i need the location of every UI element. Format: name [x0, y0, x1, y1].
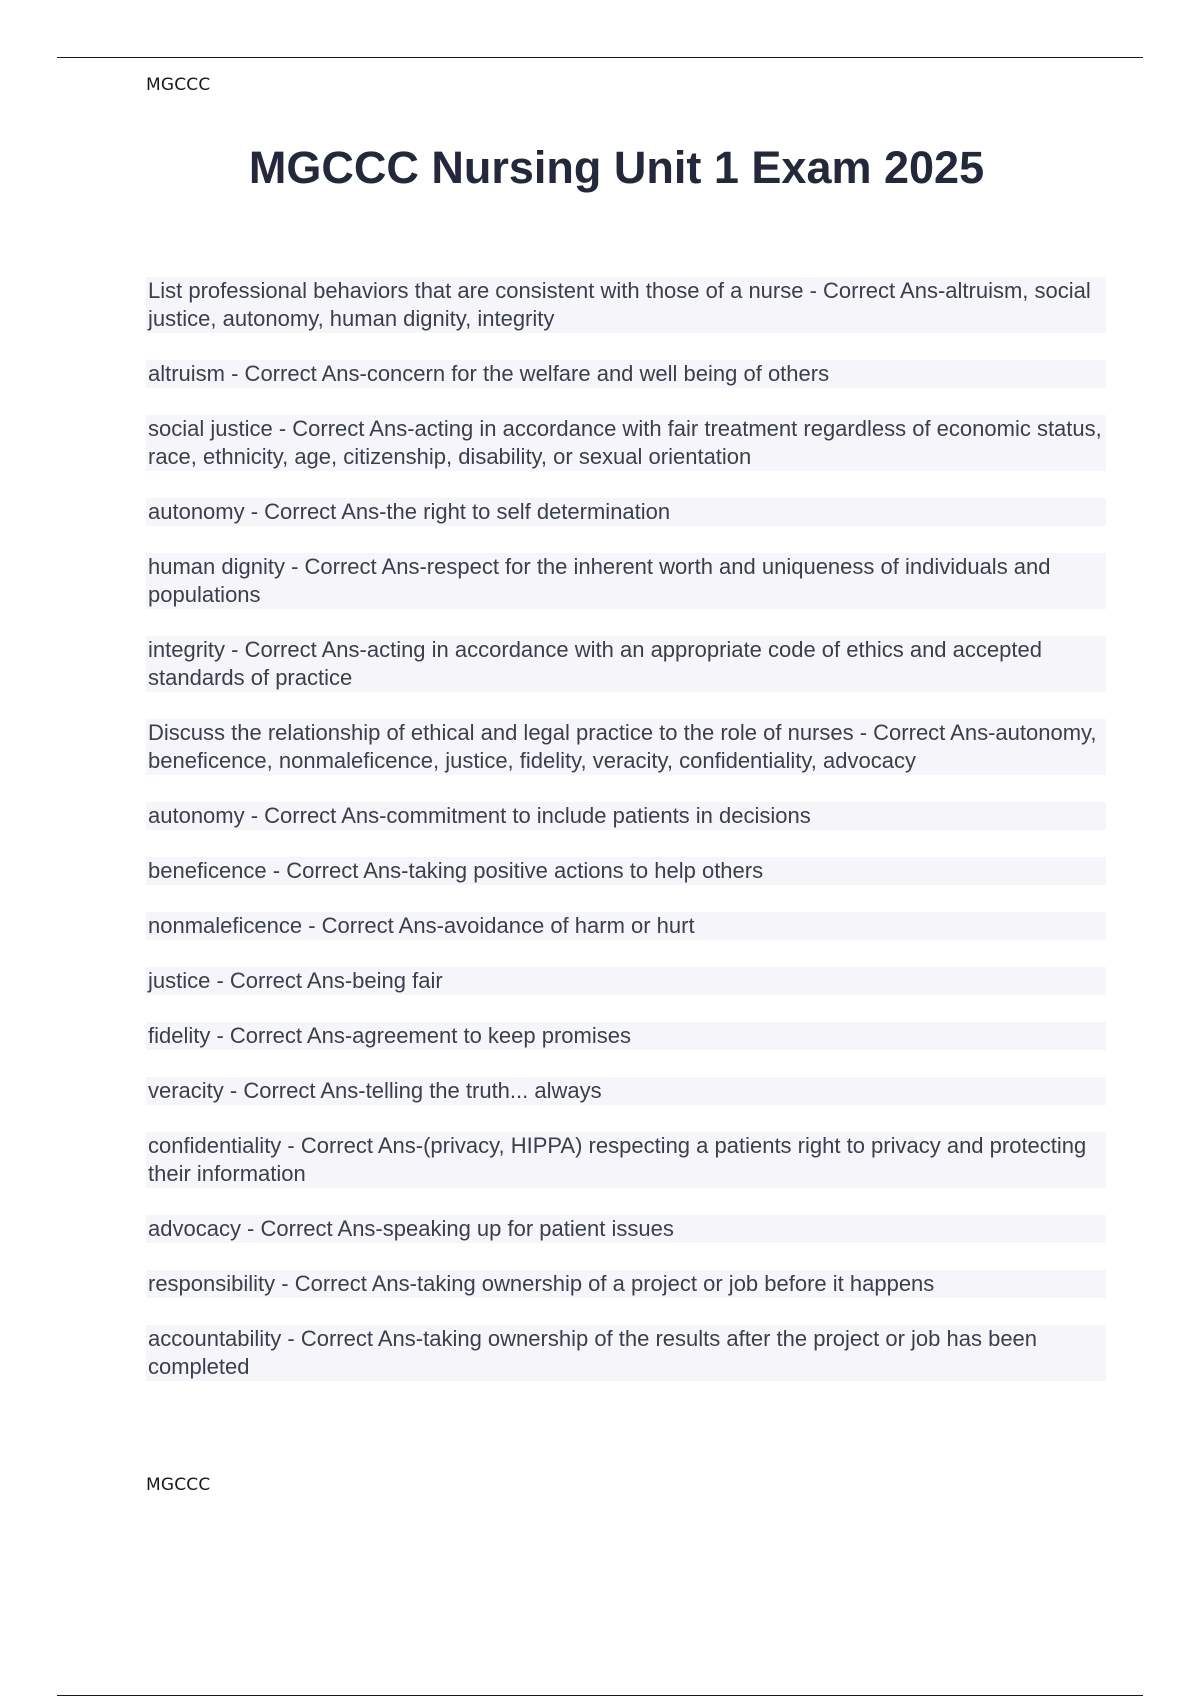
qa-item: altruism - Correct Ans-concern for the welfare and well being of others: [146, 360, 1106, 388]
qa-item: beneficence - Correct Ans-taking positive actions to help others: [146, 857, 1106, 885]
qa-item: Discuss the relationship of ethical and legal practice to the role of nurses - Correct Ans-autonomy, beneficence, nonmaleficence, justice, fidelity, veracity, confidentiality, advocacy: [146, 719, 1106, 775]
qa-item: nonmaleficence - Correct Ans-avoidance of harm or hurt: [146, 912, 1106, 940]
qa-item: advocacy - Correct Ans-speaking up for patient issues: [146, 1215, 1106, 1243]
running-footer: MGCCC: [146, 1475, 211, 1495]
running-header: MGCCC: [146, 75, 211, 95]
qa-item: integrity - Correct Ans-acting in accordance with an appropriate code of ethics and accepted standards of practice: [146, 636, 1106, 692]
bottom-rule: [57, 1695, 1143, 1696]
qa-item: social justice - Correct Ans-acting in accordance with fair treatment regardless of economic status, race, ethnicity, age, citizenship, disability, or sexual orientation: [146, 415, 1106, 471]
qa-item: justice - Correct Ans-being fair: [146, 967, 1106, 995]
qa-item: veracity - Correct Ans-telling the truth... always: [146, 1077, 1106, 1105]
top-rule: [57, 57, 1143, 58]
qa-item: autonomy - Correct Ans-the right to self determination: [146, 498, 1106, 526]
page-title: MGCCC Nursing Unit 1 Exam 2025: [248, 142, 985, 193]
qa-item: confidentiality - Correct Ans-(privacy, HIPPA) respecting a patients right to privacy and protecting their information: [146, 1132, 1106, 1188]
qa-item: human dignity - Correct Ans-respect for the inherent worth and uniqueness of individuals and populations: [146, 553, 1106, 609]
qa-item: accountability - Correct Ans-taking ownership of the results after the project or job has been completed: [146, 1325, 1106, 1381]
qa-item: fidelity - Correct Ans-agreement to keep promises: [146, 1022, 1106, 1050]
qa-item: responsibility - Correct Ans-taking ownership of a project or job before it happens: [146, 1270, 1106, 1298]
qa-item: List professional behaviors that are consistent with those of a nurse - Correct Ans-altruism, social justice, autonomy, human dignity, integrity: [146, 277, 1106, 333]
qa-item: autonomy - Correct Ans-commitment to include patients in decisions: [146, 802, 1106, 830]
qa-list: [146, 277, 1106, 1408]
